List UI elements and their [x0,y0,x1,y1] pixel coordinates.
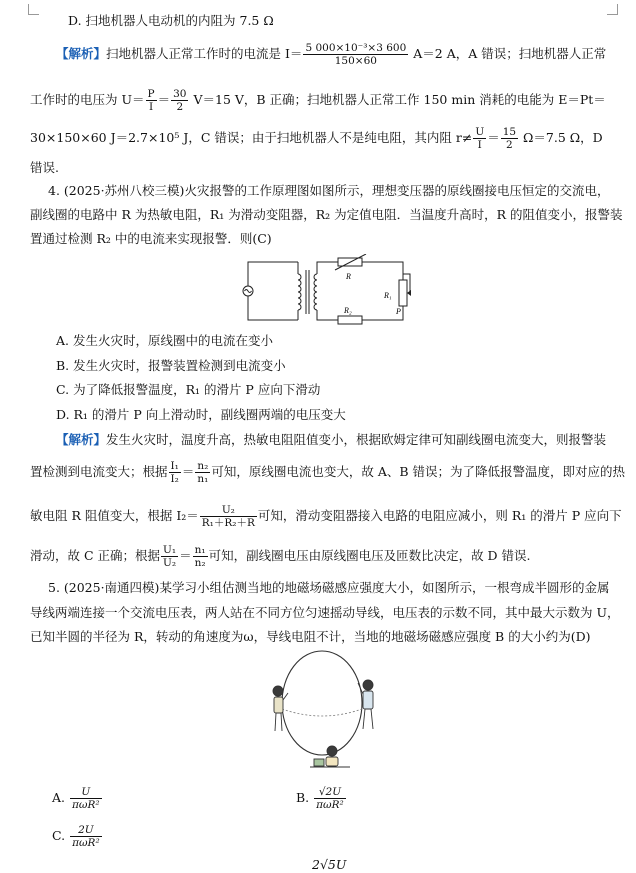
analysis-text: A＝2 A，A 错误；扫地机器人正常 [409,46,607,61]
q4-solution-line-1: 【解析】发生火灾时，温度升高，热敏电阻阻值变小，根据欧姆定律可知副线圈电流变大，则报警装 [56,432,607,447]
q5-stem-line-2: 导线两端连接一个交流电压表，两人站在不同方位匀速摇动导线，电压表的示数不同，其中最大示数为 U， [30,605,620,620]
q4-option-b: B. 发生火灾时，报警装置检测到电流变小 [56,358,286,373]
primary-wire [248,262,298,320]
q4-solution-line-2: 置检测到电流变大；根据 $\frac{\text{I₁}}{\text{I₂}}$ ＝ $\frac{\text{n₂}}{\text{n₁}}$ 可知，原线圈电流也变大，故 A、B 错误；为了降低报警温度，即对应的热 [30,460,626,485]
q4-option-d: D. R₁ 的滑片 P 向上滑动时，副线圈两端的电压变大 [56,407,346,422]
q5-stem-line-1: 5. (2025·南通四模)某学习小组估测当地的地磁场磁感应强度大小，如图所示，一根弯成半圆形的金属 [48,580,610,595]
q4-option-a: A. 发生火灾时，原线圈中的电流在变小 [56,333,273,348]
analysis-text: 扫地机器人正常工作时的电流是 I＝ [106,46,303,61]
analysis-line-3: 30×150×60 J＝2.7×10⁵ J，C 错误；由于扫地机器人不是纯电阻，其内阻 r≠ $\frac{U}{I}$ ＝ $\frac{15}{2}$ Ω＝7.5 Ω，D [30,126,603,151]
secondary-coil [314,274,317,310]
label-P: P [396,307,401,316]
q4-stem-line-2: 副线圈的电路中 R 为热敏电阻，R₁ 为滑动变阻器，R₂ 为定值电阻．当温度升高时，R 的阻值变小，报警装 [30,207,623,222]
fraction: $\frac{\text{5 000×10⁻³×3 600}}{150\times 60}$ [305,42,407,67]
analysis-tag: 【解析】 [56,46,107,61]
primary-coil [298,274,301,310]
q5-illustration [266,647,382,773]
label-R: R [346,272,351,281]
q4-stem-line-3: 置通过检测 R₂ 中的电流来实现报警．则(C) [30,231,272,246]
analysis-line-2: 工作时的电压为 U＝ $\frac{P}{I}$ ＝ $\frac{30}{2}$ V＝15 V，B 正确；扫地机器人正常工作 150 min 消耗的电能为 E＝Pt＝ [30,88,606,113]
analysis-line-4: 错误. [30,160,59,175]
resistor-R2 [338,316,362,324]
q5-option-c: C. $\frac{2U}{\text{πωR²}}$ [52,824,100,849]
q4-solution-line-3: 敏电阻 R 阻值变大，根据 I₂＝ $\frac{\text{U₂}}{\text{R₁＋R₂＋R}}$ 可知，滑动变阻器接入电路的电阻应减小，则 R₁ 的滑片 P 应向下 [30,504,622,529]
q4-circuit-diagram [238,254,414,326]
rheostat-R1 [399,280,407,306]
observer-with-voltmeter-icon [310,746,350,767]
q4-stem-line-1: 4. (2025·苏州八校三模)火灾报警的工作原理图如图所示，理想变压器的原线圈接电压恒定的交流电， [48,183,610,198]
q5-option-d-partial: 2√5U [312,857,347,872]
page-corner-mark-right [607,4,618,15]
rotation-path [282,709,362,716]
label-R2: R₂ [344,306,352,315]
analysis-line-1 [56,42,606,67]
page-corner-mark-left [28,4,39,15]
right-person-icon [358,680,373,729]
label-R1: R₁ [384,291,392,300]
q5-stem-line-3: 已知半圆的半径为 R，转动的角速度为ω，导线电阻不计，当地的地磁场磁感应强度 B 的大小约为(D) [30,629,591,644]
q5-option-b: B. $\frac{√2U}{\text{πωR²}}$ [296,786,344,811]
slider-arrow-icon [407,290,411,296]
q4-solution-line-4: 滑动，故 C 正确；根据 $\frac{\text{U₁}}{\text{U₂}}$ ＝ $\frac{\text{n₁}}{\text{n₂}}$ 可知，副线圈电压由原线圈电压及匝数比决定，故 D 错误. [30,544,531,569]
wire-loop [282,651,362,755]
prev-option-d: D. 扫地机器人电动机的内阻为 7.5 Ω [68,13,274,28]
q5-option-a: A. $\frac{U}{\text{πωR²}}$ [52,786,100,811]
q4-option-c: C. 为了降低报警温度，R₁ 的滑片 P 应向下滑动 [56,382,321,397]
